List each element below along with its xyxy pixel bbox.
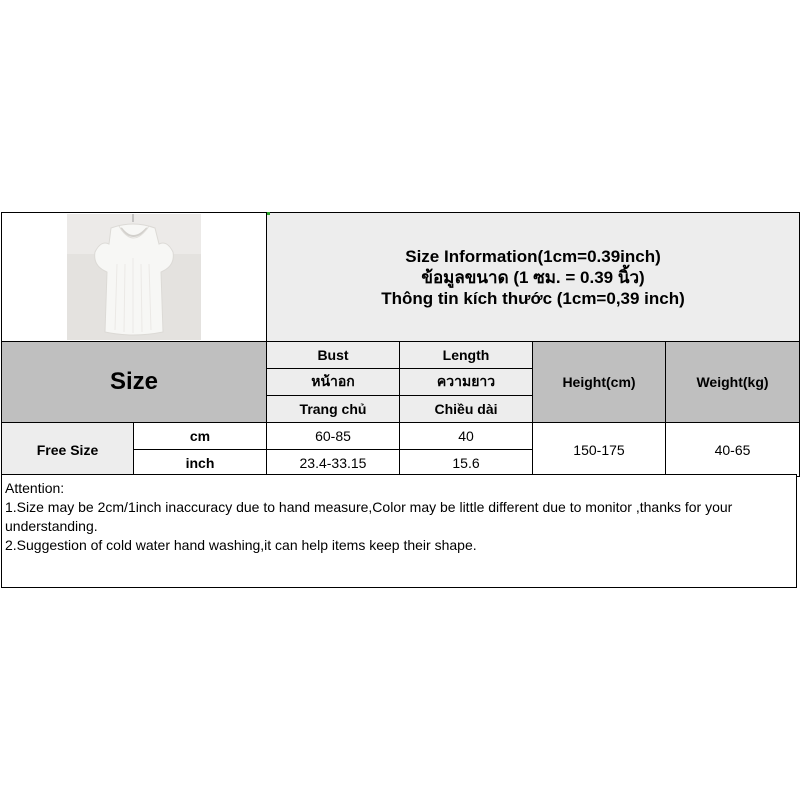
title-vietnamese: Thông tin kích thước (1cm=0,39 inch) <box>381 288 685 308</box>
size-header: Size <box>2 342 267 423</box>
size-name-cell: Free Size <box>2 423 134 477</box>
attention-heading: Attention: <box>5 480 65 496</box>
height-header: Height(cm) <box>533 342 666 423</box>
attention-note-1: 1.Size may be 2cm/1inch inaccuracy due to hand measure,Color may be little different due to monitor ,thanks for your understanding. <box>5 499 733 534</box>
attention-box <box>1 474 797 588</box>
product-photo-cell <box>2 213 267 342</box>
size-chart-sheet <box>0 212 800 590</box>
unit-inch: inch <box>134 450 267 477</box>
length-header-en: Length <box>400 342 533 369</box>
title-english: Size Information(1cm=0.39inch) <box>405 246 661 266</box>
length-cm-value: 40 <box>400 423 533 450</box>
size-info-header <box>267 213 800 342</box>
length-header-th: ความยาว <box>400 369 533 396</box>
length-inch-value: 15.6 <box>400 450 533 477</box>
bust-header-vi: Trang chủ <box>267 396 400 423</box>
size-table <box>1 212 800 477</box>
height-value: 150-175 <box>533 423 666 477</box>
bust-inch-value: 23.4-33.15 <box>267 450 400 477</box>
title-thai: ข้อมูลขนาด (1 ซม. = 0.39 นิ้ว) <box>421 267 645 287</box>
bust-cm-value: 60-85 <box>267 423 400 450</box>
bust-header-en: Bust <box>267 342 400 369</box>
length-header-vi: Chiều dài <box>400 396 533 423</box>
unit-cm: cm <box>134 423 267 450</box>
corner-marker <box>267 212 270 215</box>
attention-note-2: 2.Suggestion of cold water hand washing,it can help items keep their shape. <box>5 537 477 553</box>
product-photo <box>67 214 201 340</box>
weight-header: Weight(kg) <box>666 342 800 423</box>
weight-value: 40-65 <box>666 423 800 477</box>
bust-header-th: หน้าอก <box>267 369 400 396</box>
